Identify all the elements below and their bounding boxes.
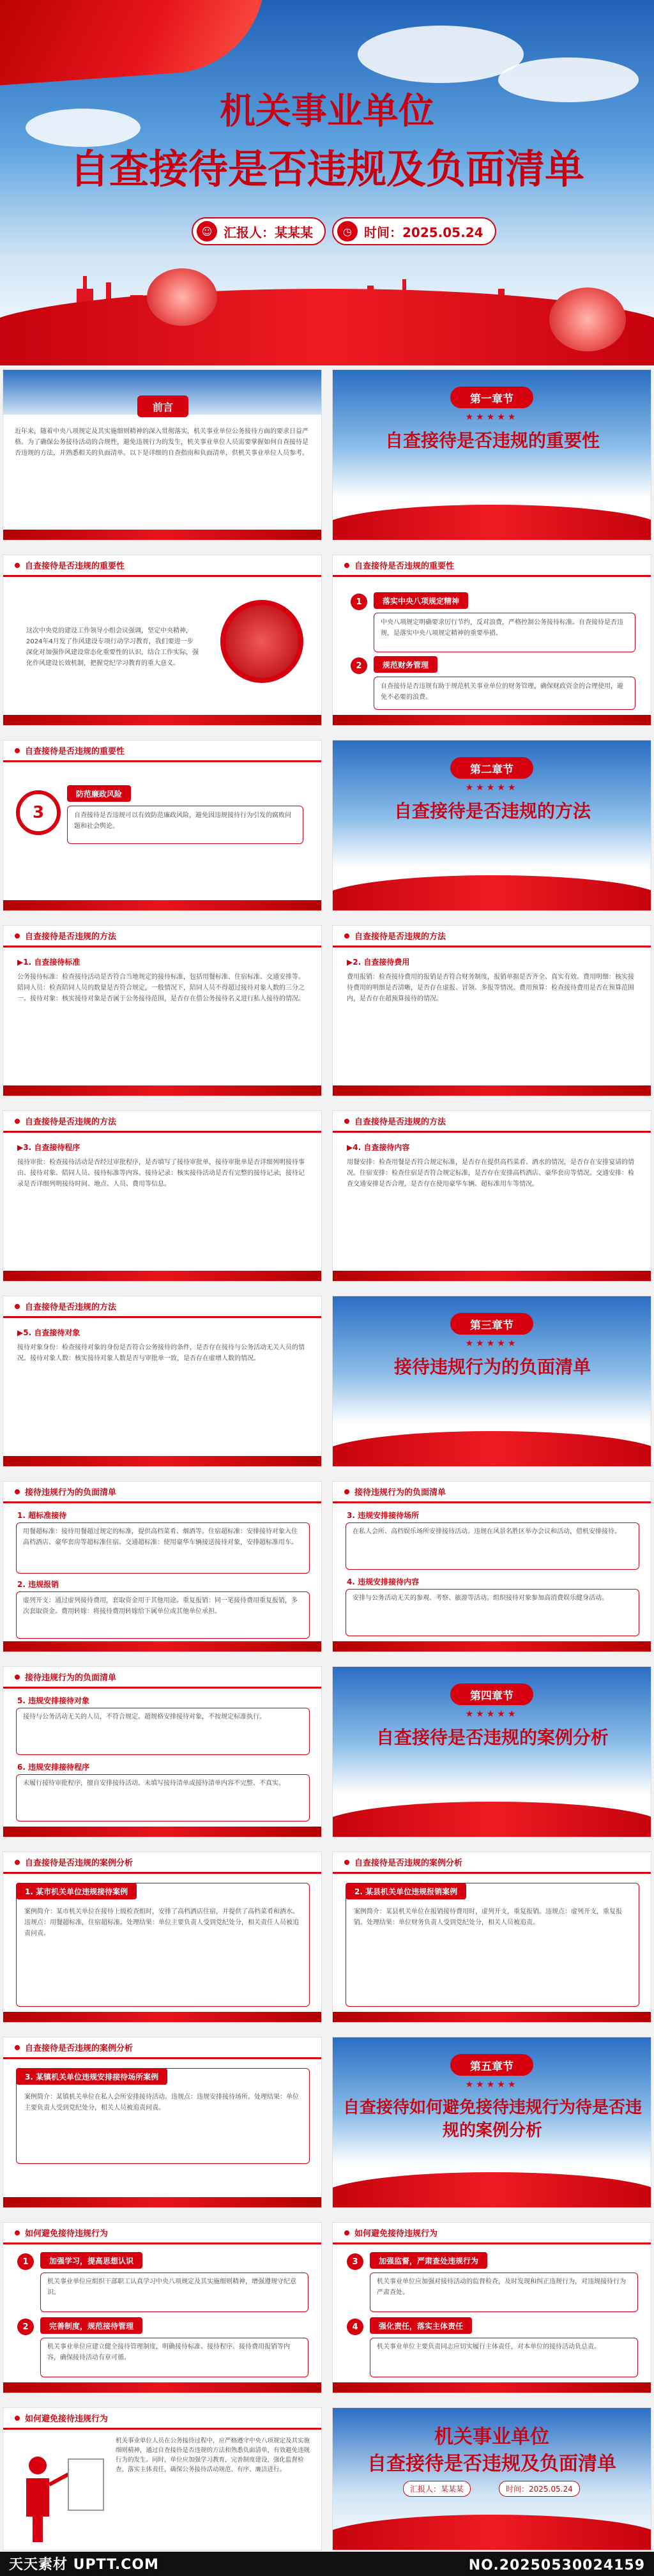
slide-end [332, 2407, 651, 2550]
slide-header: 自查接待是否违规的方法 [3, 926, 321, 947]
peony-flower-decoration [549, 288, 626, 351]
clock-icon: ◷ [337, 221, 358, 241]
item-text: 机关事业单位应加强对接待活动的监督检查，及时发现和纠正违规行为，对违规接待行为严肃查处。 [370, 2273, 638, 2312]
slide-chapter2 [332, 740, 651, 911]
slide-header: 接待违规行为的负面清单 [3, 1482, 321, 1503]
slide-method3 [3, 1110, 322, 1282]
reporter-label: 汇报人：某某某 [224, 224, 313, 240]
chapter-title: 自查接待是否违规的方法 [393, 801, 591, 822]
slide-header: 自查接待是否违规的方法 [333, 1111, 651, 1133]
case-title: 3. 某镇机关单位违规安排接待场所案例 [16, 2068, 167, 2085]
preface-badge: 前言 [137, 395, 188, 417]
item-title: 5. 违规安排接待对象 [17, 1696, 90, 1705]
end-title-line2: 自查接待是否违规及负面清单 [367, 2453, 616, 2475]
slide-header: 自查接待是否违规的重要性 [3, 740, 321, 762]
conclusion-text: 机关事业单位人员在公务接待过程中，应严格遵守中央八项规定及其实施细则精神，通过自查接待是否违规的方法和熟悉负面清单，有效避免违规行为的发生。同时，单位应加强学习教育，完善制度建设，强化监督检查，落实主体责任，确保公务接待活动规范、有序、廉洁进行。 [116, 2437, 310, 2473]
slide-avoid1 [3, 2222, 322, 2393]
section-text: 费用报销：检查接待费用的报销是否符合财务制度，报销单据是否齐全、真实有效。费用明细：核实接待费用的明细是否清晰，是否存在虚报、冒领、多报等情况。费用预算：检查接待费用是否在预算范围内，是否存在超预算接待的情况。 [347, 974, 634, 1002]
slide-header: 自查接待是否违规的方法 [333, 926, 651, 947]
end-date: 时间：2025.05.24 [499, 2481, 580, 2497]
slide-header: 如何避免接待违规行为 [3, 2223, 321, 2244]
item-text: 自查接待是否违规可以有效防范廉政风险，避免因违规接待行为引发的腐败问题和社会舆论。 [67, 806, 303, 844]
section-title: ▶4. 自查接待内容 [347, 1143, 410, 1152]
slide-method1 [3, 925, 322, 1096]
chapter-title: 接待违规行为的负面清单 [393, 1356, 591, 1377]
cover-title-line2: 自查接待是否违规及负面清单 [69, 146, 584, 192]
item-title: 强化责任，落实主体责任 [370, 2317, 472, 2334]
chapter-badge: 第五章节 [450, 2054, 533, 2076]
slide-method2 [332, 925, 651, 1096]
slide-negative1 [3, 1481, 322, 1652]
item-text: 机关事业单位主要负责同志应切实履行主体责任，对本单位的接待活动负总责。 [370, 2338, 638, 2377]
slide-importance1 [3, 555, 322, 726]
case-title: 1. 某市机关单位违规接待案例 [16, 1883, 137, 1899]
slide-case1 [3, 1851, 322, 2023]
section-title: ▶1. 自查接待标准 [17, 958, 80, 967]
item-text: 接待与公务活动无关的人员，不符合规定。超规格安排接待对象，不按规定标准执行。 [16, 1708, 310, 1755]
case-text: 案例简介：某镇机关单位在私人会所安排接待活动。违规点：违规安排接待场所。处理结果：单位主要负责人受到党纪处分，相关人员被追责问责。 [24, 2094, 299, 2112]
slide-header: 自查接待是否违规的案例分析 [333, 1852, 651, 1874]
item-title: 6. 违规安排接待程序 [17, 1763, 90, 1772]
item-number: 3 [16, 790, 61, 835]
stars-decoration: ★★★★★ [465, 1709, 519, 1719]
section-text: 接待对象身份：检查接待对象的身份是否符合公务接待的条件，是否存在接待与公务活动无关人员的情况。接待对象人数：核实接待对象人数是否与审批单一致，是否存在虚增人数的情况。 [17, 1344, 305, 1362]
slide-case2 [332, 1851, 651, 2023]
item-title: 1. 超标准接待 [17, 1511, 67, 1520]
chapter-badge: 第三章节 [450, 1313, 533, 1335]
case-text: 案例简介：某市机关单位在接待上级检查组时，安排了高档酒店住宿，并提供了高档菜肴和酒水。违规点：用餐超标准，住宿超标准。处理结果：单位主要负责人受到党纪处分，相关责任人员被追责问责。 [24, 1908, 299, 1937]
item-text: 虚列开支：通过虚列接待费用，套取资金用于其他用途。重复报销：同一笔接待费用重复报销，多次套取资金。费用转嫁：将接待费用转嫁给下属单位或其他单位承担。 [16, 1591, 310, 1639]
slide-importance2 [332, 555, 651, 726]
item-text: 机关事业单位应建立健全接待管理制度，明确接待标准、接待程序、接待费用报销等内容，确保接待活动有章可循。 [40, 2338, 308, 2377]
presenter-figure-icon [12, 2446, 108, 2542]
section-title: ▶3. 自查接待程序 [17, 1143, 80, 1152]
slide-header: 接待违规行为的负面清单 [333, 1482, 651, 1503]
chapter-title: 自查接待如何避免接待违规行为待是否违规的案例分析 [342, 2098, 642, 2140]
slide-header: 自查接待是否违规的重要性 [333, 555, 651, 577]
stars-decoration: ★★★★★ [465, 2080, 519, 2090]
item-number: 1 [17, 2253, 34, 2270]
preface-text: 近年来，随着中央八项规定及其实施细则精神的深入贯彻落实，机关事业单位公务接待方面的要求日益严格。为了确保公务接待活动的合规性，避免违规行为的发生，机关事业单位人员需要掌握如何自查接待是否违规的方法，并熟悉相关的负面清单。以下是详细的自查指南和负面清单，供机关事业单位人员参考。 [15, 428, 308, 457]
watermark-left: 天天素材 UPTT.COM [9, 2557, 159, 2573]
red-circle-image [220, 600, 303, 683]
item-title: 加强学习，提高思想认识 [40, 2252, 142, 2269]
item-text: 用餐超标准：接待用餐超过规定的标准，提供高档菜肴、烟酒等。住宿超标准：安排接待对象入住高档酒店、豪华套房等超标准住宿。交通超标准：使用豪华车辆接送接待对象，安排超标准用车。 [16, 1522, 310, 1574]
item-title: 完善制度，规范接待管理 [40, 2317, 142, 2334]
peony-flower-decoration [147, 268, 217, 326]
slide-chapter5 [332, 2037, 651, 2208]
chapter-badge: 第一章节 [450, 387, 533, 408]
slide-header: 自查接待是否违规的方法 [3, 1296, 321, 1318]
end-reporter: 汇报人：某某某 [403, 2481, 471, 2497]
section-text: 接待审批：检查接待活动是否经过审批程序，是否填写了接待审批单，接待审批单是否详细列明接待事由、接待对象、陪同人员、接待标准等内容。接待记录：核实接待活动是否有完整的接待记录，接待记录是否详细列明接待时间、地点、人员、费用等信息。 [17, 1159, 305, 1188]
slide-method5 [3, 1296, 322, 1467]
slide-negative2 [332, 1481, 651, 1652]
date-label: 时间：2025.05.24 [364, 224, 483, 240]
slide-importance3 [3, 740, 322, 911]
slide-chapter3 [332, 1296, 651, 1467]
cover-title-line1: 机关事业单位 [220, 91, 434, 132]
item-text: 机关事业单位应组织干部职工认真学习中央八项规定及其实施细则精神，增强遵规守纪意识。 [40, 2273, 308, 2312]
section-title: ▶5. 自查接待对象 [17, 1328, 80, 1337]
item-title: 2. 违规报销 [17, 1580, 59, 1589]
slide-header: 自查接待是否违规的重要性 [3, 555, 321, 577]
person-icon: ☺ [197, 221, 217, 241]
slide-header: 如何避免接待违规行为 [3, 2408, 321, 2430]
slide-chapter4 [332, 1666, 651, 1837]
slide-preface [3, 369, 322, 540]
slide-avoid3 [3, 2407, 322, 2550]
item-number: 2 [351, 657, 367, 674]
chapter-badge: 第四章节 [450, 1683, 533, 1705]
slide-negative3 [3, 1666, 322, 1837]
stars-decoration: ★★★★★ [465, 412, 519, 422]
cover-slide [0, 0, 654, 365]
item-text: 自查接待是否违规有助于规范机关事业单位的财务管理，确保财政资金的合理使用，避免不必要的浪费。 [374, 677, 635, 710]
chapter-badge: 第二章节 [450, 757, 533, 779]
watermark-right: NO.20250530024159 [468, 2557, 645, 2573]
stars-decoration: ★★★★★ [465, 1338, 519, 1349]
item-title: 4. 违规安排接待内容 [347, 1577, 420, 1586]
slide-header: 自查接待是否违规的案例分析 [3, 1852, 321, 1874]
chapter-title: 自查接待是否违规的重要性 [384, 430, 600, 451]
slide-method4 [332, 1110, 651, 1282]
section-text: 公务接待标准：检查接待活动是否符合当地规定的接待标准，包括用餐标准、住宿标准、交通安排等。陪同人员：检查陪同人员的数量是否符合规定，一般情况下，陪同人员不得超过接待对象人数的三分之一。接待对象：核实接待对象是否属于公务接待范围，是否存在借公务接待名义进行私人接待的情况。 [17, 974, 305, 1002]
slide-header: 自查接待是否违规的方法 [3, 1111, 321, 1133]
item-number: 2 [17, 2319, 34, 2335]
date-pill [332, 217, 496, 245]
item-text: 在私人会所、高档娱乐场所安排接待活动。违规在风景名胜区举办会议和活动，借机安排接待。 [346, 1522, 639, 1570]
slide-chapter1 [332, 369, 651, 540]
item-title: 规范财务管理 [374, 656, 437, 673]
importance-text: 这次中央党的建设工作领导小组会议强调，坚定中央精神，2024年4月发了作风建设专项行动学习教育，我们要进一步深化对加强作风建设常态化重要性的认识，结合工作实际，强化作风建设长效机制，把握党纪学习教育的重大意义。 [26, 627, 199, 667]
slide-header: 自查接待是否违规的案例分析 [3, 2037, 321, 2059]
slide-header: 如何避免接待违规行为 [333, 2223, 651, 2244]
section-title: ▶2. 自查接待费用 [347, 958, 410, 967]
section-text: 用餐安排：检查用餐是否符合规定标准，是否存在提供高档菜肴、酒水的情况，是否存在安排宴请的情况。住宿安排：检查住宿是否符合规定标准，是否存在安排高档酒店、豪华套房等情况。交通安排：检查交通安排是否合理，是否存在使用豪华车辆、超标准用车等情况。 [347, 1159, 634, 1188]
item-number: 4 [347, 2319, 363, 2335]
red-ribbon-decoration [0, 0, 271, 87]
item-number: 1 [351, 594, 367, 610]
reporter-pill [192, 217, 326, 245]
end-title-line1: 机关事业单位 [434, 2426, 549, 2448]
item-number: 3 [347, 2253, 363, 2270]
slide-case3 [3, 2037, 322, 2208]
case-text: 案例简介：某县机关单位在报销接待费用时，虚列开支，重复报销。违规点：虚列开支，重复报销。处理结果：单位财务负责人受到党纪处分，相关人员被追责。 [354, 1908, 622, 1926]
item-text: 安排与公务活动无关的参观、考察、旅游等活动。组织接待对象参加高消费娱乐健身活动。 [346, 1589, 639, 1636]
item-title: 防范廉政风险 [67, 785, 131, 802]
item-text: 中央八项规定明确要求厉行节约，反对浪费，严格控制公务接待标准。自查接待是否违规，是落实中央八项规定精神的重要举措。 [374, 613, 635, 652]
item-title: 落实中央八项规定精神 [374, 592, 468, 609]
item-title: 3. 违规安排接待场所 [347, 1511, 420, 1520]
slide-header: 接待违规行为的负面清单 [3, 1667, 321, 1689]
chapter-title: 自查接待是否违规的案例分析 [376, 1727, 609, 1748]
case-title: 2. 某县机关单位违规报销案例 [346, 1883, 466, 1899]
stars-decoration: ★★★★★ [465, 783, 519, 793]
slide-avoid2 [332, 2222, 651, 2393]
item-title: 加强监督，严肃查处违规行为 [370, 2252, 487, 2269]
item-text: 未履行接待审批程序，擅自安排接待活动。未填写接待清单或接待清单内容不完整、不真实。 [16, 1774, 310, 1821]
